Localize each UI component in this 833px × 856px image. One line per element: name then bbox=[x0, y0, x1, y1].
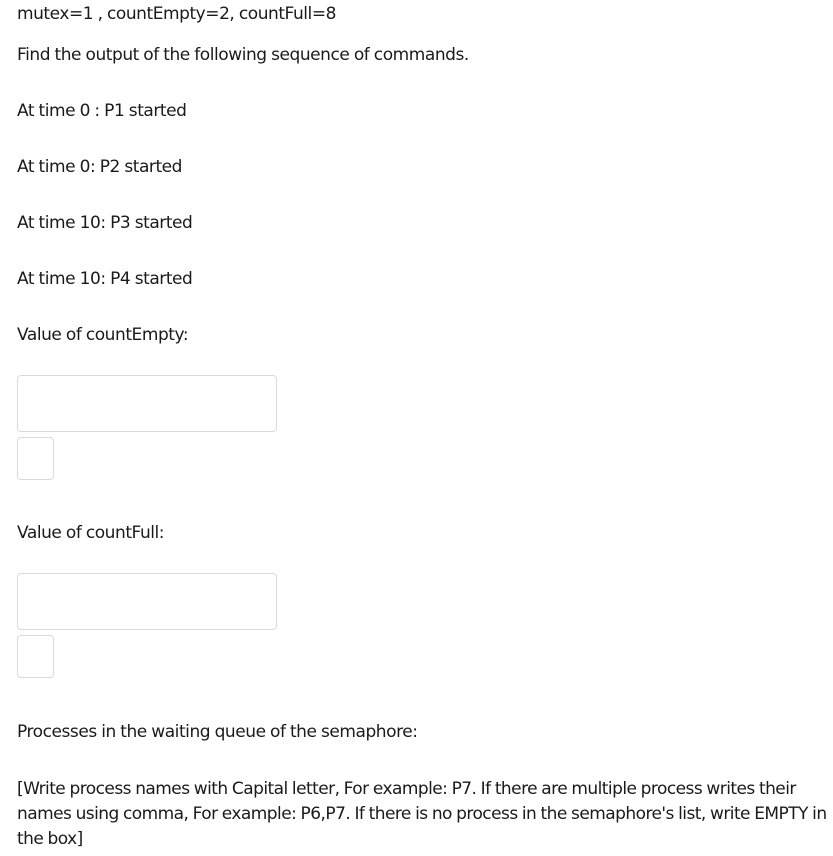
count-empty-checkbox[interactable] bbox=[17, 437, 54, 480]
count-full-label: Value of countFull: bbox=[17, 523, 165, 543]
count-full-input[interactable] bbox=[17, 573, 277, 630]
count-empty-input[interactable] bbox=[17, 375, 277, 432]
waiting-queue-instructions: [Write process names with Capital letter, For example: P7. If there are multiple process writes their names using comma, For example: P6,P7. If there is no process in the semaphore's list, write EMPTY in the box] bbox=[17, 779, 827, 849]
count-empty-label: Value of countEmpty: bbox=[17, 325, 189, 345]
event-line: At time 0: P2 started bbox=[17, 157, 183, 177]
initial-values-text: mutex=1 , countEmpty=2, countFull=8 bbox=[17, 4, 336, 24]
question-instruction: Find the output of the following sequence of commands. bbox=[17, 45, 469, 65]
event-line: At time 10: P3 started bbox=[17, 213, 193, 233]
event-line: At time 0 : P1 started bbox=[17, 101, 187, 121]
waiting-queue-label: Processes in the waiting queue of the semaphore: bbox=[17, 722, 418, 742]
count-full-checkbox[interactable] bbox=[17, 635, 54, 678]
event-line: At time 10: P4 started bbox=[17, 269, 193, 289]
